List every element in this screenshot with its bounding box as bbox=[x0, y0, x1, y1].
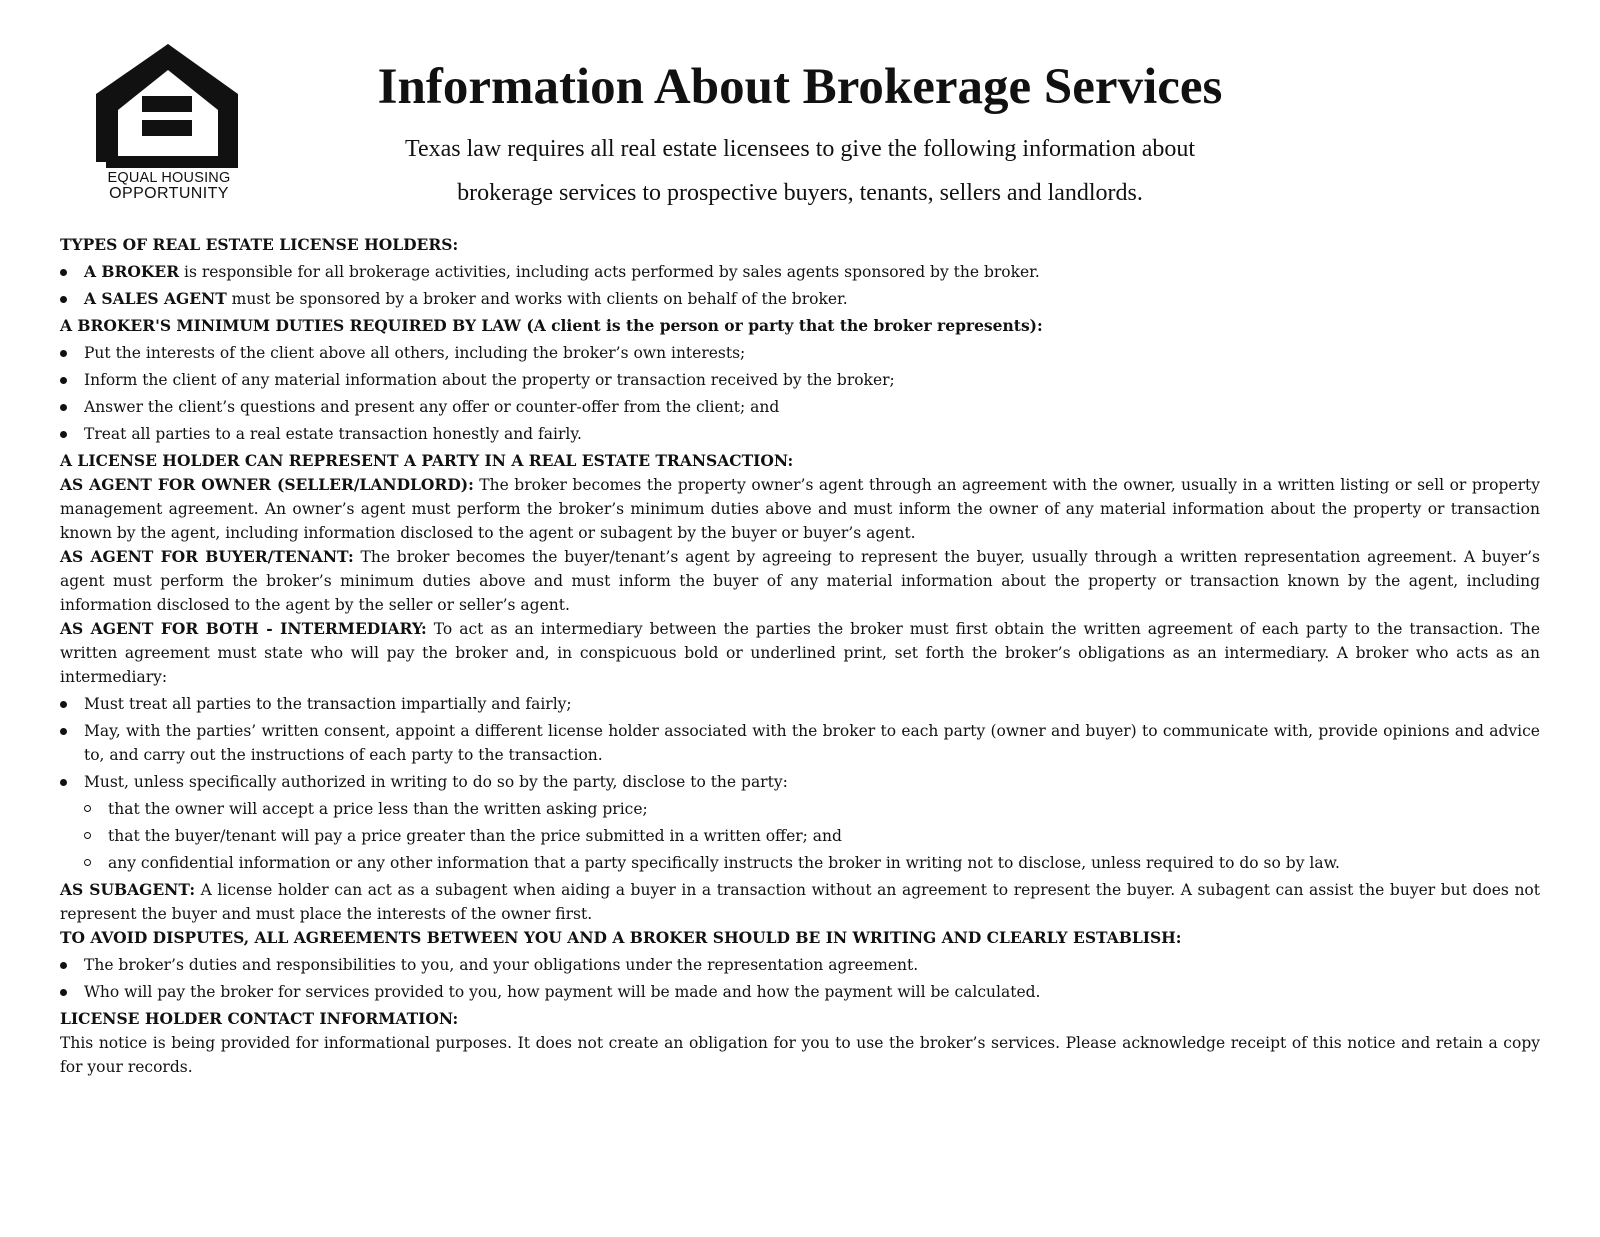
section-heading-contact: LICENSE HOLDER CONTACT INFORMATION: bbox=[60, 1009, 459, 1028]
item-lead: A SALES AGENT bbox=[84, 289, 227, 308]
list-item: Answer the client’s questions and present any offer or counter-offer from the client; and bbox=[60, 395, 1540, 419]
types-list bbox=[60, 260, 1540, 311]
paragraph-text: A license holder can act as a subagent when aiding a buyer in a transaction without an agreement to represent the buyer. A subagent can assist the buyer but does not represent the buyer and must place the interests of the owner first. bbox=[60, 881, 1540, 923]
sub-list-item: any confidential information or any other information that a party specifically instructs the broker in writing not to disclose, unless required to do so by law. bbox=[84, 851, 1540, 875]
page-title: Information About Brokerage Services bbox=[377, 59, 1223, 115]
document-body bbox=[60, 233, 1540, 1079]
subtitle-line1: Texas law requires all real estate licensees to give the following information about bbox=[404, 136, 1196, 162]
list-item: The broker’s duties and responsibilities to you, and your obligations under the representation agreement. bbox=[60, 953, 1540, 977]
logo-text-line2: OPPORTUNITY bbox=[109, 185, 229, 202]
paragraph-agent-for-owner bbox=[60, 473, 1540, 545]
paragraph-agent-for-buyer bbox=[60, 545, 1540, 617]
paragraph-lead: AS AGENT FOR BOTH - INTERMEDIARY: bbox=[60, 619, 427, 638]
item-text: is responsible for all brokerage activities, including acts performed by sales agents sponsored by the broker. bbox=[179, 263, 1040, 281]
section-heading-types: TYPES OF REAL ESTATE LICENSE HOLDERS: bbox=[60, 235, 459, 254]
item-lead: A BROKER bbox=[84, 262, 180, 281]
paragraph-text: The broker becomes the buyer/tenant’s agent by agreeing to represent the buyer, usually through a written representation agreement. A buyer’s agent must perform the broker’s minimum duties above and must inform the buyer of any material information about the property or transaction known by the agent, including information disclosed to the agent by the seller or seller’s agent. bbox=[60, 548, 1540, 614]
item-text: must be sponsored by a broker and works with clients on behalf of the broker. bbox=[226, 290, 848, 308]
equal-housing-logo bbox=[96, 44, 242, 204]
paragraph-contact: This notice is being provided for informational purposes. It does not create an obligation for you to use the broker’s services. Please acknowledge receipt of this notice and retain a copy for your records. bbox=[60, 1034, 1540, 1076]
equal-housing-house-icon bbox=[96, 44, 242, 169]
paragraph-agent-for-both bbox=[60, 617, 1540, 689]
list-item bbox=[60, 287, 1540, 311]
list-item: Put the interests of the client above all others, including the broker’s own interests; bbox=[60, 341, 1540, 365]
subtitle-line2: brokerage services to prospective buyers, tenants, sellers and landlords. bbox=[457, 180, 1143, 206]
duties-list bbox=[60, 341, 1540, 446]
sub-list-item: that the owner will accept a price less than the written asking price; bbox=[84, 797, 1540, 821]
section-heading-duties: A BROKER'S MINIMUM DUTIES REQUIRED BY LAW (A client is the person or party that the broker represents): bbox=[60, 316, 1043, 335]
paragraph-lead: AS AGENT FOR OWNER (SELLER/LANDLORD): bbox=[60, 475, 474, 494]
disputes-list bbox=[60, 953, 1540, 1004]
list-item bbox=[60, 260, 1540, 284]
list-item: Treat all parties to a real estate transaction honestly and fairly. bbox=[60, 422, 1540, 446]
paragraph-text: The broker becomes the property owner’s agent through an agreement with the owner, usually in a written listing or sell or property management agreement. An owner’s agent must perform the broker’s minimum duties above and must inform the owner of any material information about the property or transaction known by the agent, including information disclosed to the agent or subagent by the buyer or buyer’s agent. bbox=[60, 476, 1540, 542]
section-heading-disputes: TO AVOID DISPUTES, ALL AGREEMENTS BETWEEN YOU AND A BROKER SHOULD BE IN WRITING AND CLEARLY ESTABLISH: bbox=[60, 928, 1182, 947]
intermediary-list bbox=[60, 692, 1540, 875]
logo-text-line1: EQUAL HOUSING bbox=[107, 170, 231, 186]
list-item: Who will pay the broker for services provided to you, how payment will be made and how the payment will be calculated. bbox=[60, 980, 1540, 1004]
paragraph-lead: AS SUBAGENT: bbox=[60, 880, 196, 899]
sub-list-item: that the buyer/tenant will pay a price greater than the price submitted in a written offer; and bbox=[84, 824, 1540, 848]
paragraph-subagent bbox=[60, 878, 1540, 926]
list-item: Must, unless specifically authorized in writing to do so by the party, disclose to the party: bbox=[60, 770, 1540, 794]
paragraph-lead: AS AGENT FOR BUYER/TENANT: bbox=[60, 547, 354, 566]
list-item: May, with the parties’ written consent, appoint a different license holder associated with the broker to each party (owner and buyer) to communicate with, provide opinions and advice to, and carry out the instructions of each party to the transaction. bbox=[60, 719, 1540, 767]
list-item: Must treat all parties to the transaction impartially and fairly; bbox=[60, 692, 1540, 716]
paragraph-text: To act as an intermediary between the parties the broker must first obtain the written agreement of each party to the transaction. The written agreement must state who will pay the broker and, in conspicuous bold or underlined print, set forth the broker’s obligations as an intermediary. A broker who acts as an intermediary: bbox=[60, 620, 1540, 686]
list-item: Inform the client of any material information about the property or transaction received by the broker; bbox=[60, 368, 1540, 392]
section-heading-represent: A LICENSE HOLDER CAN REPRESENT A PARTY IN A REAL ESTATE TRANSACTION: bbox=[60, 451, 794, 470]
